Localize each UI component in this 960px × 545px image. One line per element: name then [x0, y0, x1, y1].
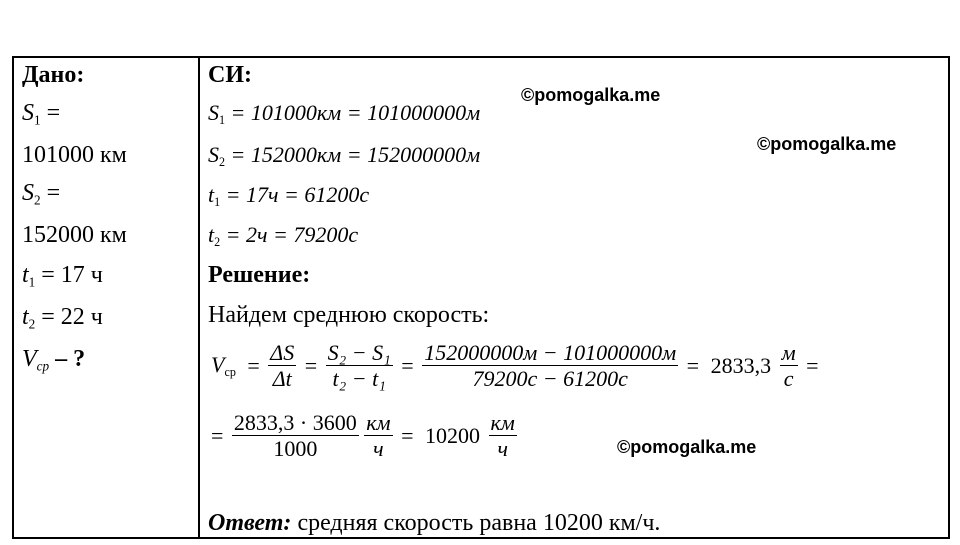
answer-label: Ответ:	[208, 510, 292, 536]
given-t2: $t_2 = 22$ ч	[22, 304, 103, 332]
fraction-difference: $\frac{\text{S₂ − S₁}}{\text{t₂ − t₁}}$	[327, 340, 391, 392]
fraction-delta: $\frac{\Delta S}{\Delta t}$	[270, 340, 295, 392]
formula-line-1: $V_{ср}$ = $\frac{\Delta S}{\Delta t}$ = $\frac{\text{S₂ − S₁}}{\text{t₂ − t₁}}$ = $\frac{152000000м - 101000000м}{79200с - 61200с}$ = 2833,3 $\frac{м}{с}$ =	[211, 340, 819, 392]
si-s2: $S_2 = 152000км = 152000000м$	[208, 142, 481, 170]
formula-line-2: = $\frac{2833,3 \cdot 3600}{1000}$ $\frac{км}{ч}$ = 10200 $\frac{км}{ч}$	[211, 410, 515, 462]
watermark-3: ©pomogalka.me	[617, 437, 757, 457]
formula-v: $V_{ср}$	[211, 351, 236, 379]
column-divider	[198, 58, 200, 537]
si-header: СИ:	[208, 62, 252, 88]
given-s2: $S_2$ =	[22, 180, 61, 208]
si-t2: $t_2 = 2ч = 79200с$	[208, 222, 359, 250]
result-kmh: 10200	[425, 422, 481, 448]
solution-header: Решение:	[208, 262, 311, 288]
solution-intro: Найдем среднюю скорость:	[208, 302, 490, 328]
fraction-conversion: $\frac{2833,3 \cdot 3600}{1000}$	[233, 410, 357, 462]
given-header: Дано:	[22, 62, 85, 88]
given-unknown: $V_{ср}$ – ?	[22, 346, 86, 374]
given-s1: $S_1$ =	[22, 100, 61, 128]
si-t1: $t_1 = 17ч = 61200с$	[208, 182, 370, 210]
task-table	[12, 56, 950, 539]
fraction-unit-kmh-2: $\frac{км}{ч}$	[490, 410, 515, 462]
si-s1: $S_1 = 101000км = 101000000м$	[208, 100, 481, 128]
given-s1-value: 101000 км	[22, 142, 127, 168]
answer-line	[208, 510, 660, 537]
fraction-values: $\frac{152000000м - 101000000м}{79200с - 61200с}$	[424, 340, 677, 392]
given-s2-value: 152000 км	[22, 222, 127, 248]
fraction-unit-kmh: $\frac{км}{ч}$	[366, 410, 391, 462]
watermark-2: ©pomogalka.me	[757, 134, 897, 154]
result-ms: 2833,3	[710, 352, 772, 378]
watermark-1: ©pomogalka.me	[521, 85, 661, 105]
given-t1: $t_1 = 17$ ч	[22, 262, 103, 290]
fraction-unit-ms: $\frac{м}{с}$	[781, 340, 796, 392]
answer-text: средняя скорость равна 10200 км/ч.	[291, 510, 661, 536]
